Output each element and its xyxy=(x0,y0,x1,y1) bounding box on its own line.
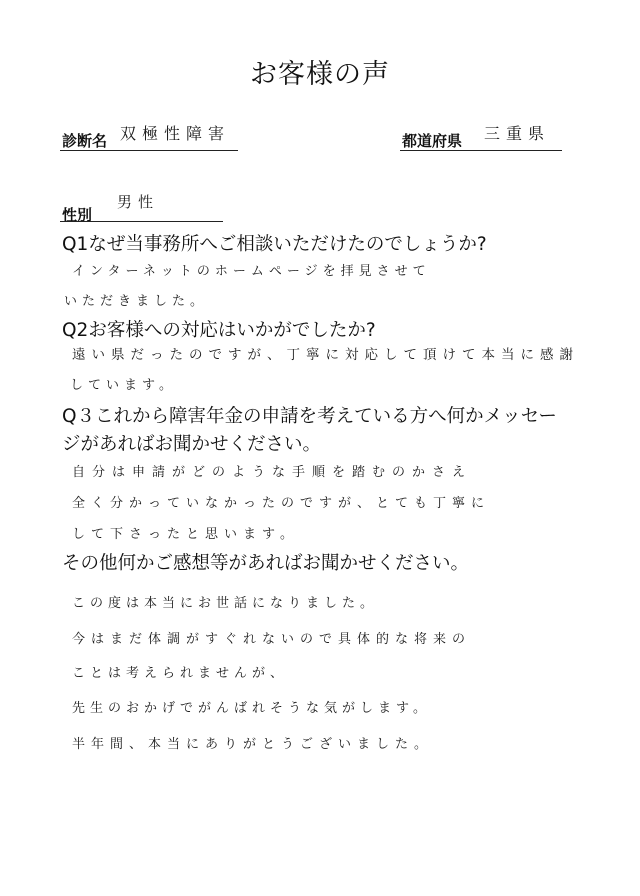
answer-3-line-1: 自分は申請がどのような手順を踏むのかさえ xyxy=(72,465,473,480)
gender-value: 男性 xyxy=(117,193,160,211)
answer-4-line-2: 今はまだ体調がすぐれないので具体的な将来の xyxy=(72,632,472,647)
answer-1-line-2: いただきました。 xyxy=(64,294,209,309)
question-2: Q2お客様への対応はいかがでしたか? xyxy=(62,320,376,341)
page-title: お客様の声 xyxy=(250,59,390,90)
diagnosis-value: 双極性障害 xyxy=(120,124,231,143)
question-4: その他何かご感想等があればお聞かせください。 xyxy=(62,553,470,574)
answer-1-line-1: インターネットのホームページを拝見させて xyxy=(72,264,431,279)
diagnosis-underline xyxy=(60,150,238,151)
question-3-line-2: ジがあればお聞かせください。 xyxy=(62,434,322,455)
answer-3-line-3: して下さったと思います。 xyxy=(72,527,299,542)
gender-label: 性別 xyxy=(62,206,93,224)
diagnosis-label: 診断名 xyxy=(62,132,108,150)
answer-4-line-4: 先生のおかげでがんばれそうな気がします。 xyxy=(72,701,431,716)
answer-4-line-1: この度は本当にお世話になりました。 xyxy=(72,596,379,611)
answer-3-line-2: 全く分かっていなかったのですが、とても丁寧に xyxy=(72,496,491,511)
answer-4-line-5: 半年間、本当にありがとうございました。 xyxy=(72,737,434,752)
prefecture-label: 都道府県 xyxy=(402,132,463,150)
answer-2-line-1: 遠い県だったのですが、丁寧に対応して頂けて本当に感謝 xyxy=(72,347,579,363)
question-1: Q1なぜ当事務所へご相談いただけたのでしょうか? xyxy=(62,234,487,255)
prefecture-value: 三重県 xyxy=(484,124,551,143)
answer-4-line-3: ことは考えられませんが、 xyxy=(72,666,289,681)
prefecture-underline xyxy=(400,150,562,151)
question-3-line-1: Q３これから障害年金の申請を考えている方へ何かメッセー xyxy=(62,406,557,427)
gender-underline xyxy=(60,221,223,222)
answer-2-line-2: しています。 xyxy=(70,378,177,393)
